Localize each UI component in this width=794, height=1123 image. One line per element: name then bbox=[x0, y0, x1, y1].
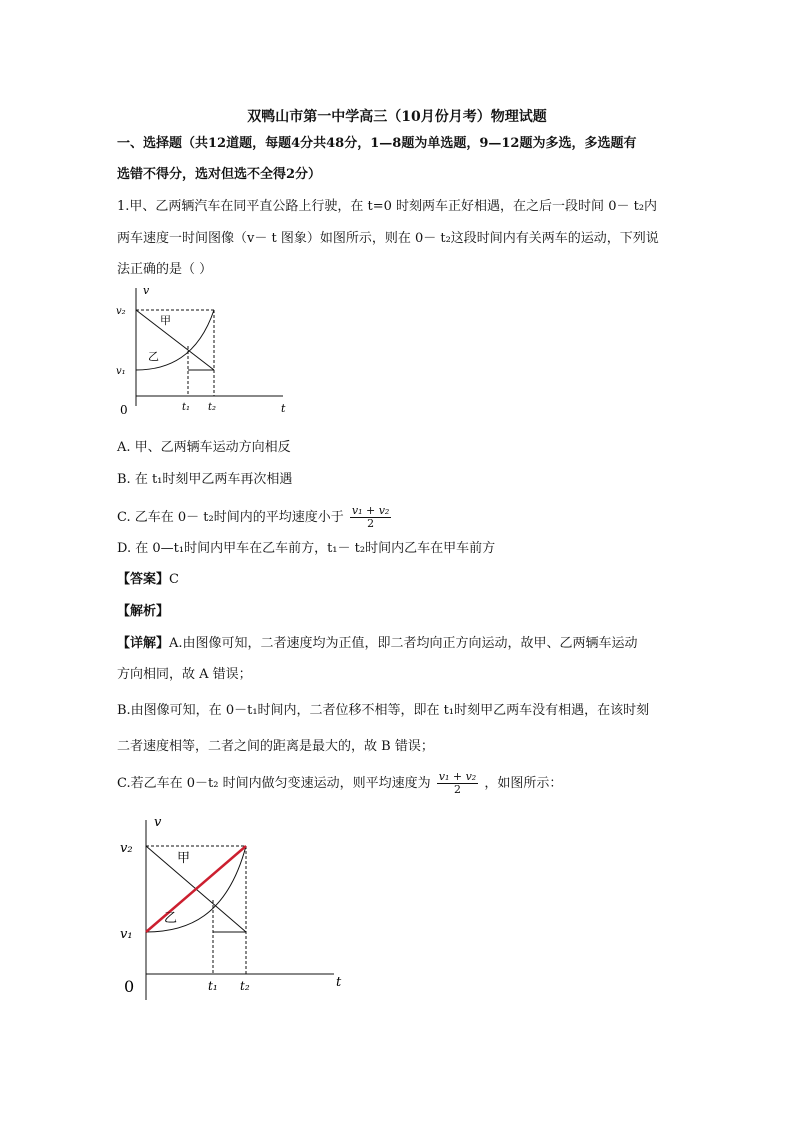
option-d: D. 在 0—t₁时间内甲车在乙车前方，t₁－ t₂时间内乙车在甲车前方 bbox=[117, 541, 496, 556]
vt-graph-1 bbox=[108, 282, 298, 417]
option-c bbox=[117, 505, 393, 530]
option-c-fraction bbox=[350, 505, 391, 530]
vt-graph-2 bbox=[112, 812, 357, 1004]
jia-label: 甲 bbox=[177, 851, 191, 866]
analysis-b-line2: 二者速度相等，二者之间的距离是最大的，故 B 错误； bbox=[117, 739, 434, 754]
page-title: 双鸭山市第一中学高三（10月份月考）物理试题 bbox=[247, 109, 547, 125]
analysis-c-line1 bbox=[117, 771, 562, 796]
v2-label: v₂ bbox=[116, 306, 126, 317]
analysis-label: 【解析】 bbox=[117, 604, 170, 619]
fraction-numerator: v₁ + v₂ bbox=[438, 770, 477, 783]
option-b: B. 在 t₁时刻甲乙两车再次相遇 bbox=[117, 472, 293, 487]
v1-label: v₁ bbox=[116, 366, 126, 377]
answer-label: 【答案】 bbox=[117, 572, 170, 587]
analysis-c-tail: ，如图所示： bbox=[484, 776, 563, 791]
question1-stem-line1: 1.甲、乙两辆汽车在同平直公路上行驶，在 t=0 时刻两车正好相遇，在之后一段时间 0－ t₂内 bbox=[117, 199, 658, 214]
analysis-a-text: A.由图像可知，二者速度均为正值，即二者均向正方向运动，故甲、乙两辆车运动 bbox=[169, 636, 638, 651]
option-c-text: C. 乙车在 0－ t₂时间内的平均速度小于 bbox=[117, 510, 344, 525]
yi-label: 乙 bbox=[164, 911, 178, 926]
section-header-line2: 选错不得分，选对但选不全得2分） bbox=[117, 167, 322, 182]
v2-label: v₂ bbox=[120, 841, 133, 856]
answer-value: C bbox=[169, 572, 179, 587]
origin-label: 0 bbox=[120, 403, 128, 417]
option-a: A. 甲、乙两辆车运动方向相反 bbox=[117, 440, 291, 455]
answer-line bbox=[117, 572, 179, 588]
section-header-line1: 一、选择题（共12道题，每题4分共48分，1—8题为单选题，9—12题为多选，多选题有 bbox=[117, 136, 637, 151]
v1-label: v₁ bbox=[120, 927, 133, 942]
axis-v-label: v bbox=[143, 284, 150, 297]
axis-t-label: t bbox=[281, 402, 286, 415]
analysis-detail-label: 【详解】 bbox=[117, 636, 170, 651]
t1-label: t₁ bbox=[182, 402, 191, 413]
fraction-denominator: 2 bbox=[453, 783, 461, 796]
analysis-a-line2: 方向相同，故 A 错误； bbox=[117, 667, 252, 682]
analysis-b-line1: B.由图像可知，在 0－t₁时间内，二者位移不相等，即在 t₁时刻甲乙两车没有相遇，在该时刻 bbox=[117, 703, 650, 718]
axis-v-label: v bbox=[154, 815, 162, 830]
t1-label: t₁ bbox=[208, 979, 218, 993]
question1-stem-line3: 法正确的是（ ） bbox=[117, 262, 213, 277]
analysis-c-fraction bbox=[437, 771, 478, 796]
origin-label: 0 bbox=[124, 977, 135, 996]
fraction-numerator: v₁ + v₂ bbox=[351, 504, 390, 517]
analysis-c-text: C.若乙车在 0－t₂ 时间内做匀变速运动，则平均速度为 bbox=[117, 776, 431, 791]
analysis-a-line1 bbox=[117, 636, 638, 652]
yi-label: 乙 bbox=[148, 350, 159, 363]
t2-label: t₂ bbox=[240, 979, 250, 993]
t2-label: t₂ bbox=[208, 402, 217, 413]
jia-label: 甲 bbox=[160, 314, 171, 327]
fraction-denominator: 2 bbox=[367, 517, 375, 530]
question1-stem-line2: 两车速度一时间图像（v－ t 图象）如图所示，则在 0－ t₂这段时间内有关两车的运动，下列说 bbox=[117, 231, 659, 246]
axis-t-label: t bbox=[336, 975, 342, 990]
